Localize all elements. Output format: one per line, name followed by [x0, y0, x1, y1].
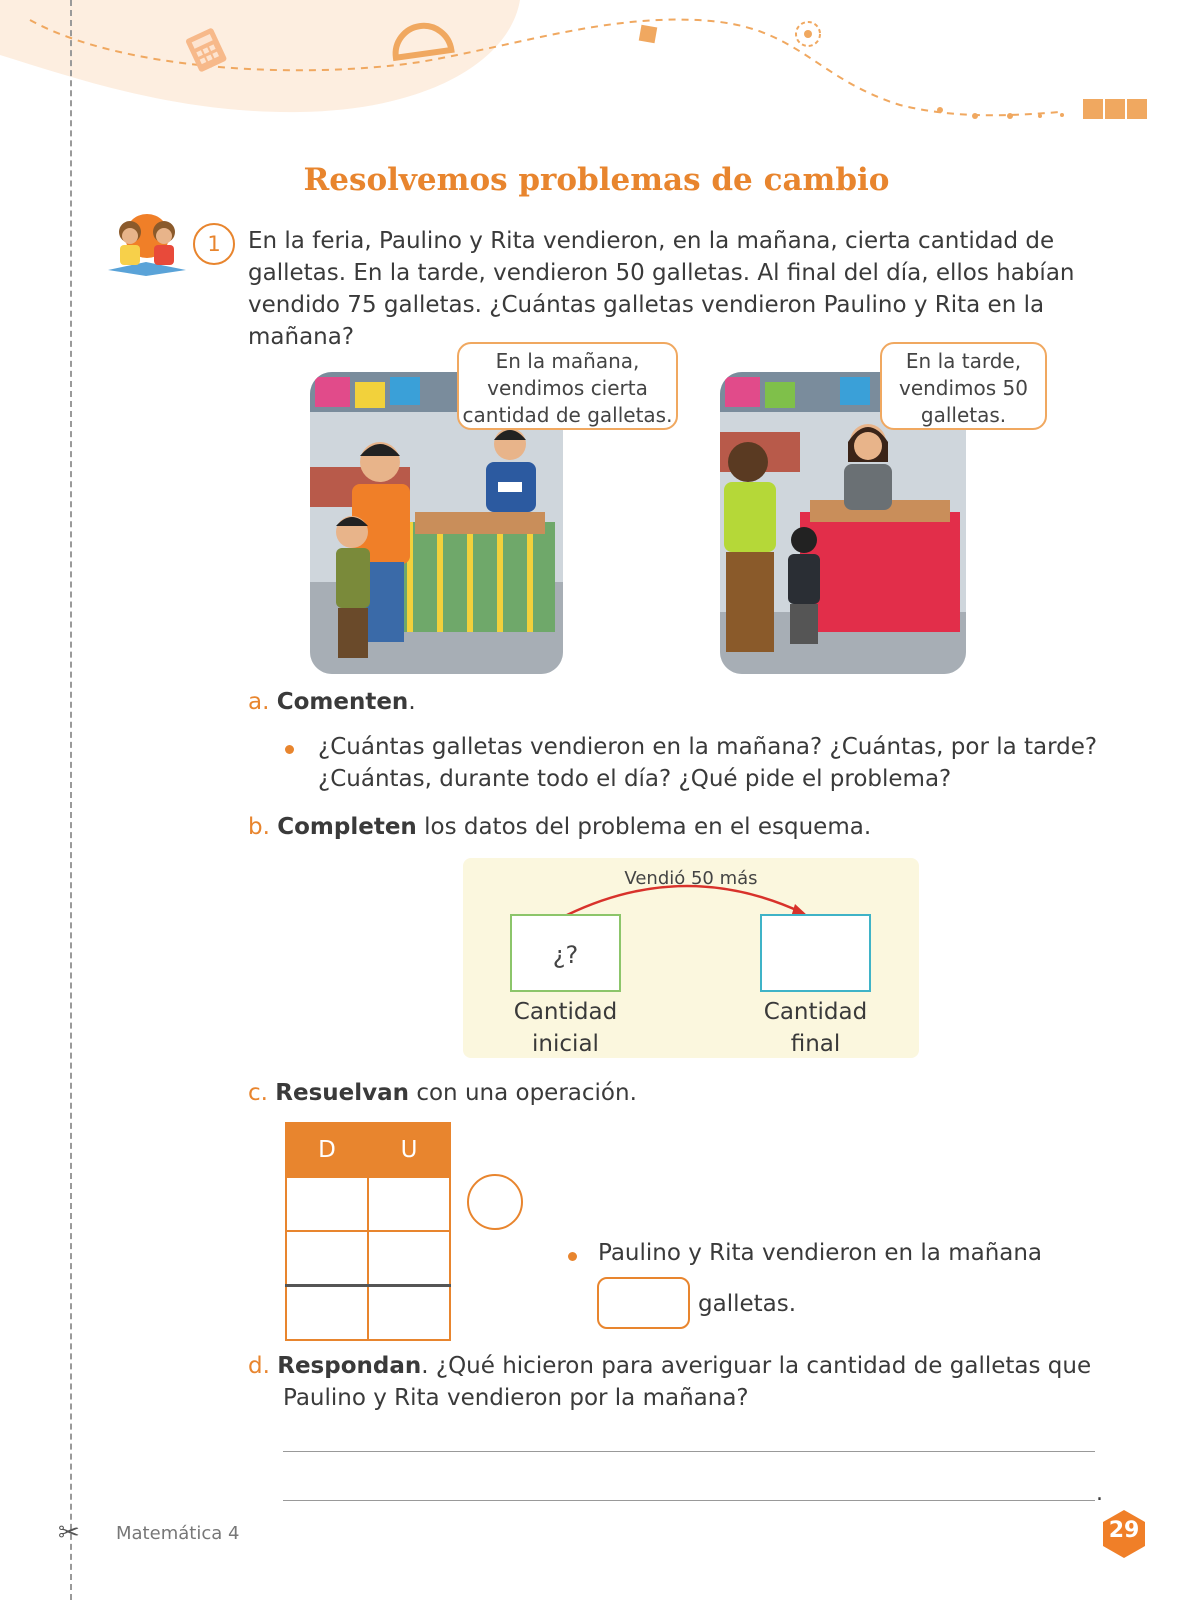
item-a-heading: a. Comenten. — [248, 689, 416, 715]
final-quantity-box[interactable] — [760, 914, 871, 992]
header-decoration — [0, 0, 1193, 140]
initial-quantity-label: Cantidad inicial — [513, 999, 618, 1057]
speech-bubble-afternoon: En la tarde, vendimos 50 galletas. — [880, 342, 1047, 430]
item-d-verb: Respondan — [277, 1353, 422, 1379]
item-d-letter: d. — [248, 1353, 270, 1379]
operation-sign-circle[interactable] — [467, 1174, 523, 1230]
answer-sentence: Paulino y Rita vendieron en la mañana — [598, 1240, 1043, 1266]
page-title: Resolvemos problemas de cambio — [303, 162, 890, 198]
writing-line[interactable] — [283, 1451, 1095, 1452]
bullet-icon — [285, 745, 294, 754]
item-a-questions: ¿Cuántas galletas vendieron en la mañana? ¿Cuántas, por la tarde? ¿Cuántas, durante todo el día? ¿Qué pide el problema? — [318, 734, 1098, 792]
writing-line[interactable] — [283, 1500, 1095, 1501]
answer-unit: galletas. — [698, 1291, 797, 1317]
place-value-table — [285, 1122, 451, 1341]
item-b-letter: b. — [248, 814, 270, 840]
scissors-icon: ✂ — [58, 1518, 80, 1548]
schema-arrow-label: Vendió 50 más — [624, 868, 758, 889]
tens-header: D — [286, 1123, 368, 1177]
initial-quantity-box[interactable] — [510, 914, 621, 992]
bullet-icon — [568, 1252, 577, 1261]
item-d-continuation: Paulino y Rita vendieron por la mañana? — [283, 1385, 749, 1411]
table-cell[interactable] — [368, 1286, 450, 1341]
initial-quantity-value: ¿? — [552, 941, 579, 969]
spiral-icon — [796, 22, 820, 46]
cut-line — [70, 0, 72, 1600]
problem-number: 1 — [193, 223, 235, 265]
item-c-heading: c. Resuelvan con una operación. — [248, 1080, 637, 1106]
final-quantity-label: Cantidad final — [763, 999, 868, 1057]
answer-box[interactable] — [597, 1277, 690, 1329]
table-cell[interactable] — [368, 1231, 450, 1286]
problem-statement: En la feria, Paulino y Rita vendieron, en la mañana, cierta cantidad de galletas. En la tarde, vendieron 50 galletas. Al final del día, ellos habían vendido 75 galletas. ¿Cuántas galletas vendieron Paulino y Rita en la mañana? — [248, 228, 1075, 350]
units-header: U — [368, 1123, 450, 1177]
item-d-heading: d. Respondan. ¿Qué hicieron para averiguar la cantidad de galletas que — [248, 1353, 1092, 1379]
change-schema — [463, 858, 919, 1058]
table-cell[interactable] — [286, 1286, 368, 1341]
book-title: Matemática 4 — [116, 1523, 240, 1544]
speech-bubble-morning: En la mañana, vendimos cierta cantidad de galletas. — [457, 342, 678, 430]
page-number: 29 — [1108, 1518, 1140, 1543]
table-cell[interactable] — [368, 1177, 450, 1231]
cubes-icon — [1083, 99, 1147, 119]
item-b-verb: Completen — [277, 814, 417, 840]
item-c-letter: c. — [248, 1080, 268, 1106]
cube-icon — [639, 25, 658, 44]
final-period: . — [1096, 1481, 1103, 1506]
item-c-verb: Resuelvan — [275, 1080, 410, 1106]
item-b-heading: b. Completen los datos del problema en el esquema. — [248, 814, 872, 840]
item-a-letter: a. — [248, 689, 270, 715]
item-a-verb: Comenten — [276, 689, 409, 715]
kids-reading-icon — [106, 212, 188, 276]
table-cell[interactable] — [286, 1231, 368, 1286]
table-cell[interactable] — [286, 1177, 368, 1231]
